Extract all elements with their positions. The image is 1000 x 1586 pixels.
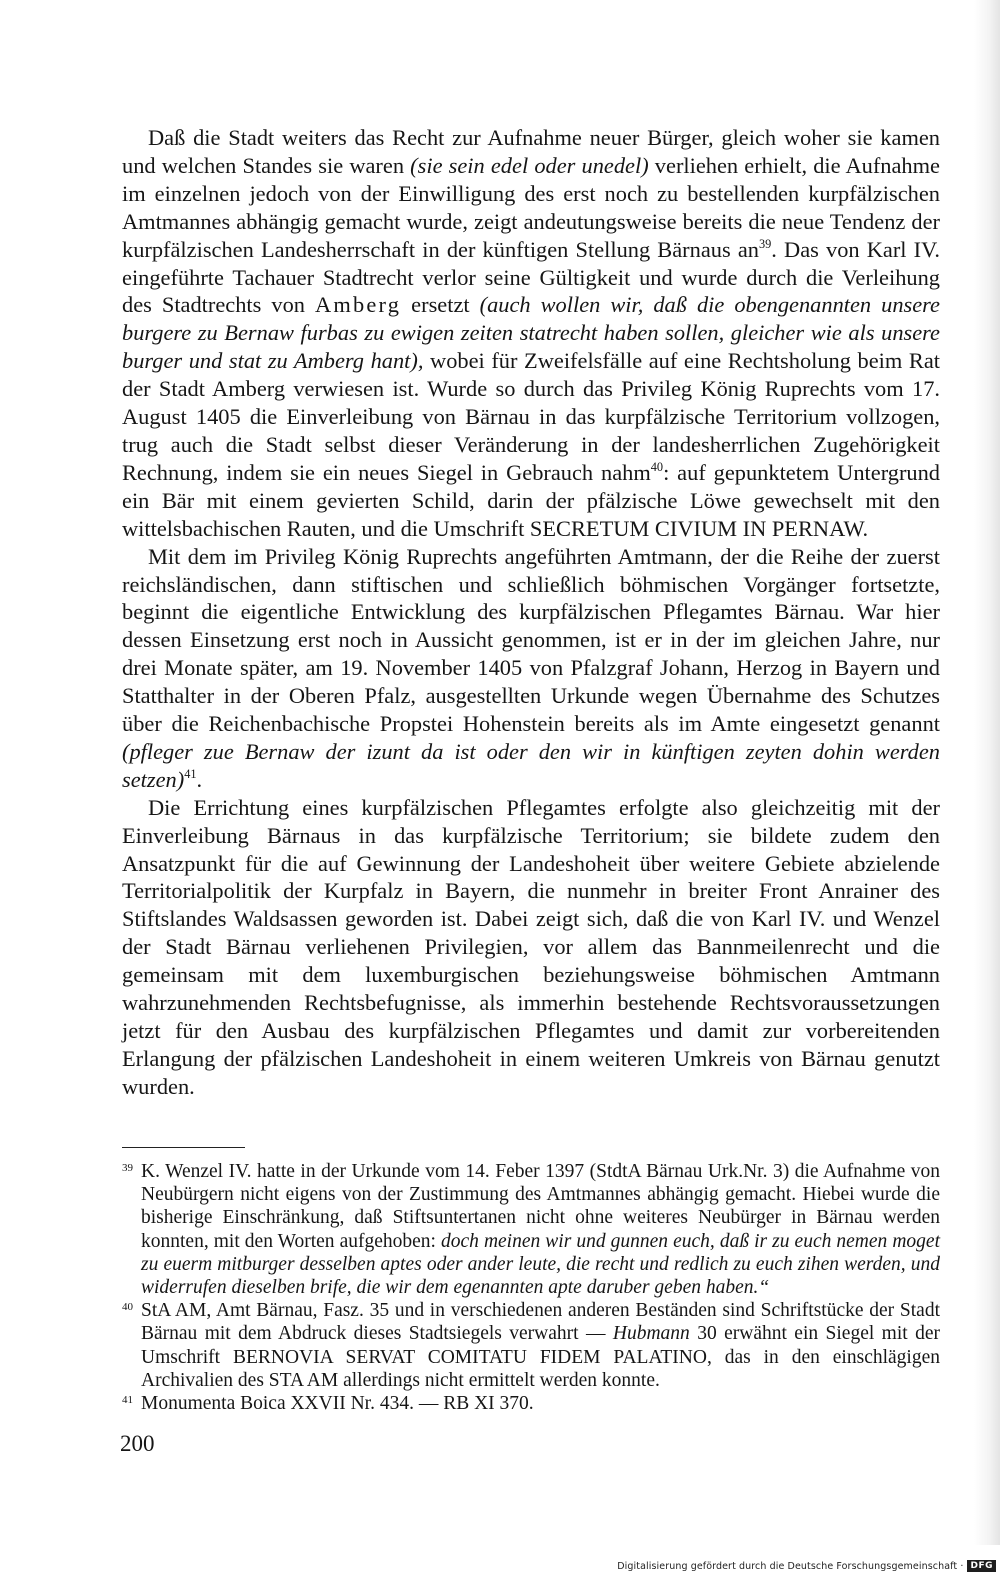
- footnote-ref: 41: [184, 766, 197, 781]
- text-run: ersetzt: [401, 292, 480, 318]
- text-run: .: [196, 766, 203, 792]
- footnote: [122, 1392, 940, 1415]
- footnote-ref: 40: [650, 459, 664, 474]
- dfg-logo: DFG: [967, 1560, 996, 1572]
- footnote-separator: [122, 1147, 245, 1148]
- credit-text: Digitalisierung gefördert durch die Deutsche Forschungsgemeinschaft ·: [617, 1560, 964, 1572]
- italic-quote: (pfleger zue Bernaw der izunt da ist oder den wir in künftigen zeyten dohin werden setzen): [122, 738, 940, 792]
- spaced-word: Amberg: [314, 292, 402, 318]
- paragraph: [122, 124, 940, 543]
- page-number: 200: [120, 1431, 155, 1456]
- footnote-number: 39: [122, 1162, 133, 1174]
- paragraph: [122, 543, 940, 794]
- footnote-ref: 39: [758, 236, 772, 251]
- footnote-text: [141, 1300, 940, 1391]
- text-run: Mit dem im Privileg König Ruprechts angeführten Amtmann, der die Reihe der zuerst reichsländischen, dann stiftischen und schließlich böhmischen Vorgänger fortsetzte, beginnt die eigentliche Entwicklung des kurpfälzischen Pflegamtes Bärnau. War hier dessen Einsetzung erst noch in Aussicht genommen, ist er in der im gleichen Jahre, nur drei Monate später, am 19. November 1405 von Pfalzgraf Johann, Herzog in Bayern und Statthalter in der Oberen Pfalz, ausgestellten Urkunde wegen Übernahme des Schutzes über die Reichenbachische Propstei Hohenstein bereits als im Amte eingesetzt genannt: [122, 543, 940, 737]
- footnote: [122, 1160, 940, 1299]
- footnote-text: [141, 1393, 534, 1414]
- text-run: Die Errichtung eines kurpfälzischen Pflegamtes erfolgte also gleichzeitig mit der Einverleibung Bärnaus in das kurpfälzische Territorium; sie bildete zudem den Ansatzpunkt für die auf Gewinnung der Landeshoheit über weitere Gebiete abzielende Territorialpolitik der Kurpfalz in Bayern, die nunmehr in breiter Front Anrainer des Stiftslandes Waldsassen geworden ist. Dabei zeigt sich, daß die von Karl IV. und Wenzel der Stadt Bärnau verliehenen Privilegien, vor allem das Bannmeilenrecht und die gemeinsam mit dem luxemburgischen beziehungsweise böhmischen Amtmann wahrzunehmenden Rechtsbefugnisse, als immerhin bestehende Rechtsvoraussetzungen jetzt für den Ausbau des kurpfälzischen Pflegamtes und damit zur vorbereitenden Erlangung der pfälzischen Landeshoheit in einem weiteren Umkreis von Bärnau genutzt wurden.: [122, 794, 940, 1099]
- text-run: StA AM, Amt Bärnau, Fasz. 35 und in verschiedenen anderen Beständen sind Schriftstücke der Stadt Bärnau mit dem Abdruck dieses Stadtsiegels verwahrt —: [141, 1300, 940, 1345]
- page-edge-shadow: [974, 0, 1000, 1545]
- main-text: [122, 124, 940, 1101]
- text-run: . Das von Karl IV. eingeführte Tachauer Stadtrecht verlor seine Gültigkeit und wurde durch die Verleihung des Stadtrechts von: [122, 236, 940, 318]
- text-run: Monumenta Boica XXVII Nr. 434. — RB XI 370.: [141, 1393, 534, 1415]
- text-run: wobei für Zweifelsfälle auf eine Rechtsholung beim Rat der Stadt Amberg verwiesen ist. Wurde so durch das Privileg König Ruprechts vom 17. August 1405 die Einverleibung von Bärnau in das kurpfälzische Territorium vollzogen, trug auch die Stadt selbst dieser Veränderung in der landesherrlichen Zugehörigkeit Rechnung, indem sie ein neues Siegel in Gebrauch nahm: [122, 348, 940, 485]
- paragraph: [122, 794, 940, 1101]
- text-run: 30 erwähnt ein Siegel mit der Umschrift BERNOVIA SERVAT COMITATU FIDEM PALATINO, das in den einschlägigen Archivalien des STA AM allerdings nicht ermittelt werden konnte.: [141, 1323, 940, 1391]
- text-run: Daß die Stadt weiters das Recht zur Aufnahme neuer Bürger, gleich woher sie kamen und welchen Standes sie waren: [122, 125, 940, 178]
- italic-quote: doch meinen wir und gunnen euch, daß ir zu euch nemen moget zu euerm mitburger desselben aptes oder ander leute, die recht und redlich zu euch zihen werden, und widerrufen dieselben brife, die wir dem egenannten apte daruber geben haben.“: [141, 1230, 940, 1299]
- text-run: verliehen erhielt, die Aufnahme im einzelnen jedoch von der Einwilligung des erst noch zu bestellenden kurpfälzischen Amtmannes abhängig gemacht wurde, zeigt andeutungsweise bereits die neue Tendenz der kurpfälzischen Landesherrschaft in der künftigen Stellung Bärnaus an: [122, 152, 940, 262]
- footnote-text: [141, 1161, 940, 1298]
- text-run: K. Wenzel IV. hatte in der Urkunde vom 14. Feber 1397 (StdtA Bärnau Urk.Nr. 3) die Aufnahme von Neubürgern nicht eigens von der Zustimmung des Amtmannes abhängig gemacht. Hiebei wurde die bisherige Einschränkung, daß Stiftsuntertanen nicht ohne weiteres Neubürger in Bärnau werden konnten, mit den Worten aufgehoben:: [141, 1161, 940, 1252]
- footnote-number: 40: [122, 1301, 133, 1314]
- footnotes: [122, 1160, 940, 1415]
- footnote: [122, 1299, 940, 1392]
- italic-quote: (sie sein edel oder unedel): [410, 152, 649, 178]
- italic-quote: (auch wollen wir, daß die obengenannten unsere burgere zu Bernaw furbas zu ewigen zeiten statrecht haben sollen, gleicher wie als unsere burger und stat zu Amberg hant),: [122, 292, 940, 374]
- text-run: : auf gepunktetem Untergrund ein Bär mit einem gevierten Schild, darin der pfälzische Löwe gewechselt mit den wittelsbachischen Rauten, und die Umschrift SECRETUM CIVIUM IN PERNAW.: [122, 459, 940, 541]
- footnote-number: 41: [122, 1394, 133, 1407]
- digitization-credit: [617, 1560, 996, 1572]
- italic-quote: Hubmann: [612, 1323, 690, 1345]
